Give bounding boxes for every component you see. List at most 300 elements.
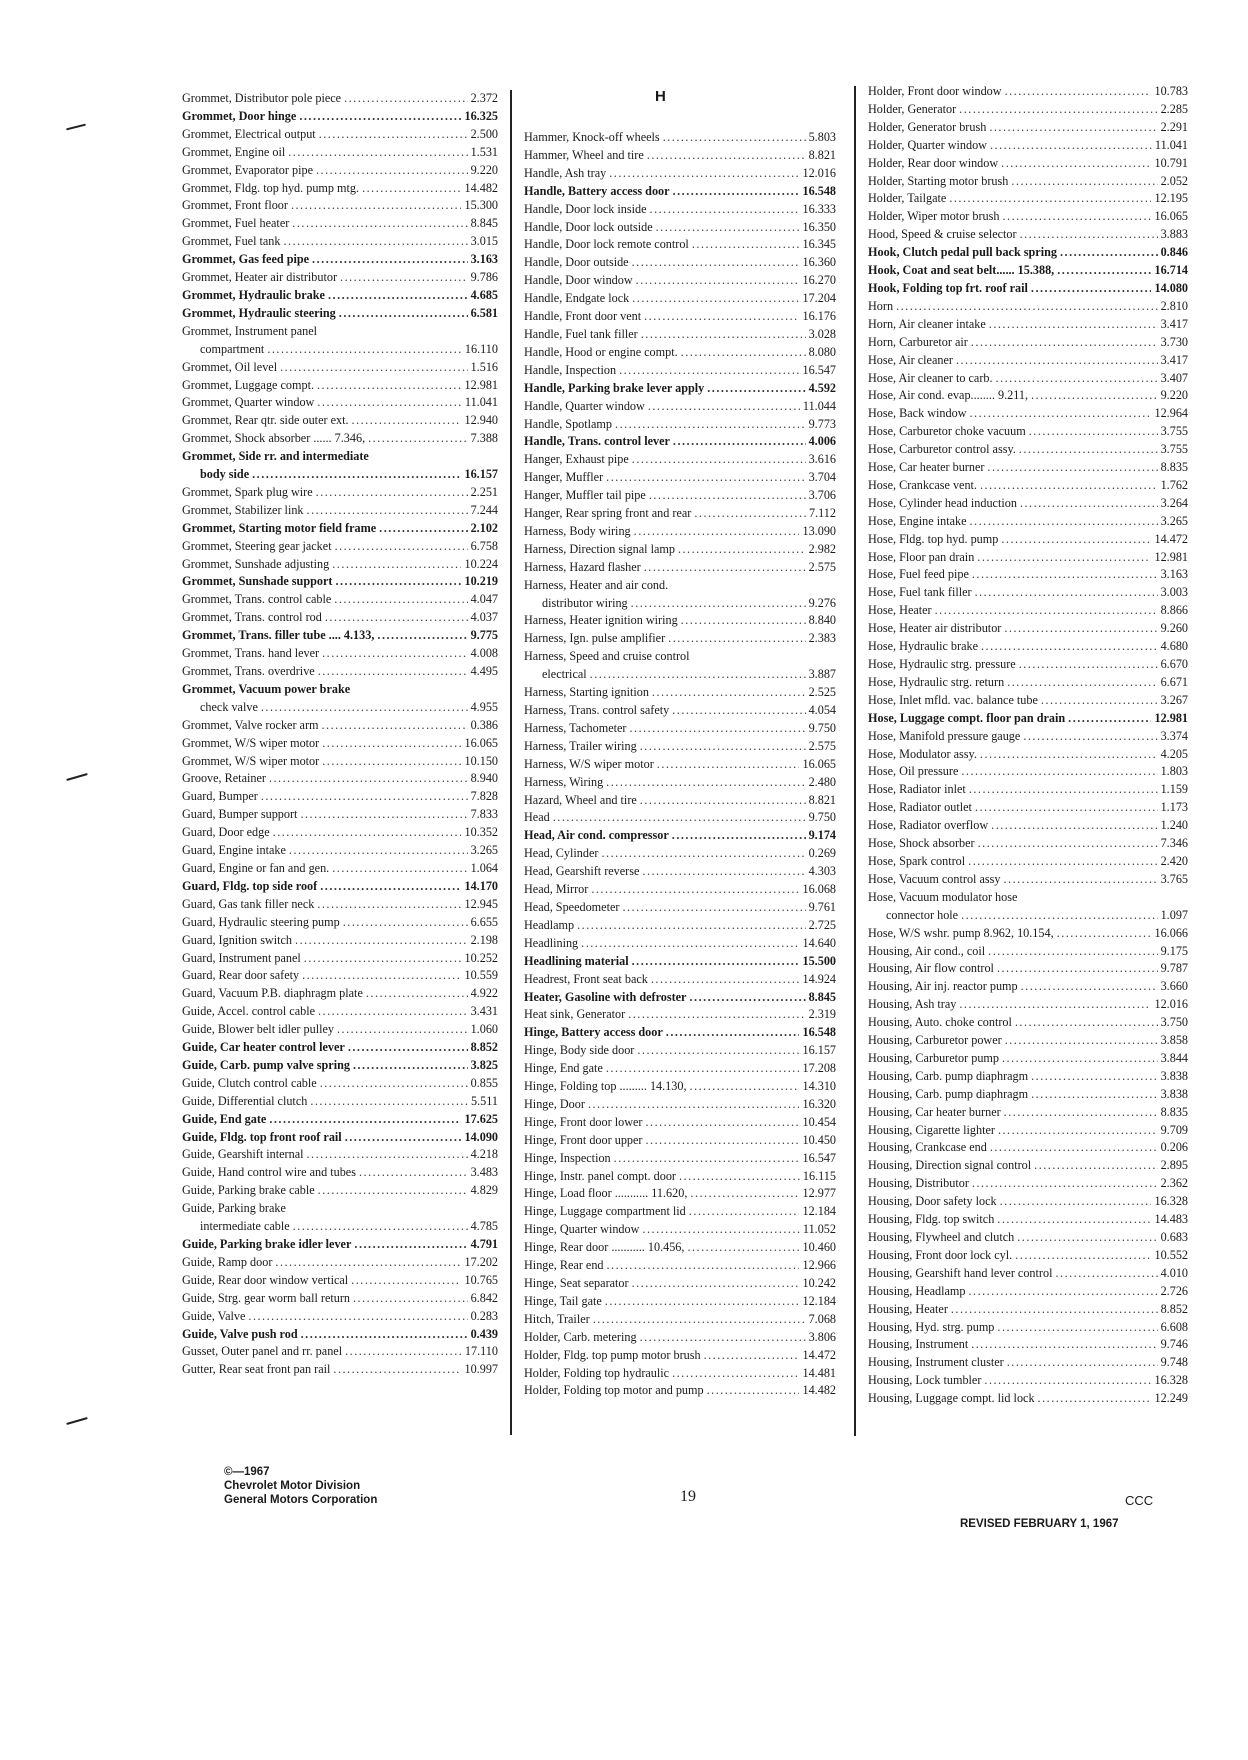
index-entry (868, 1086, 1188, 1104)
leader-dots (622, 899, 805, 917)
index-entry (524, 326, 836, 344)
entry-term: Housing, Car heater burner (868, 1104, 1001, 1119)
entry-page-ref: 3.015 (470, 234, 498, 249)
leader-dots (339, 305, 468, 323)
index-entry (182, 269, 498, 287)
entry-term: Head, Mirror (524, 882, 589, 897)
entry-page-ref: 9.220 (1160, 388, 1188, 403)
leader-dots (377, 627, 467, 645)
entry-term: Grommet, Stabilizer link (182, 502, 304, 517)
index-entry (868, 405, 1188, 423)
leader-dots (991, 817, 1157, 835)
index-entry (182, 1326, 498, 1344)
index-entry (524, 845, 836, 863)
index-entry (182, 305, 498, 323)
index-entry (868, 1122, 1188, 1140)
entry-term: Housing, Cigarette lighter (868, 1122, 995, 1137)
index-entry (524, 236, 836, 254)
index-entry (868, 692, 1188, 710)
entry-page-ref: 1.803 (1160, 764, 1188, 779)
entry-term: Headlining (524, 935, 579, 950)
index-entry (868, 298, 1188, 316)
entry-page-ref: 10.219 (464, 574, 498, 589)
entry-term: Hose, Radiator outlet (868, 800, 972, 815)
entry-page-ref: 16.270 (802, 273, 836, 288)
entry-term: Hook, Coat and seat belt...... 15.388, (868, 263, 1055, 278)
index-entry (868, 799, 1188, 817)
entry-term: Harness, Wiring (524, 774, 604, 789)
leader-dots (989, 316, 1158, 334)
entry-page-ref: 6.655 (470, 914, 498, 929)
entry-term: Holder, Folding top motor and pump (524, 1383, 704, 1398)
index-entry (182, 932, 498, 950)
index-entry (868, 835, 1188, 853)
entry-page-ref: 16.547 (802, 362, 836, 377)
entry-page-ref: 10.252 (464, 950, 498, 965)
index-column-1 (182, 90, 498, 1379)
index-entry (868, 101, 1188, 119)
index-entry (182, 1093, 498, 1111)
entry-term: Hose, Fuel feed pipe (868, 567, 969, 582)
index-entry (182, 1308, 498, 1326)
index-entry (182, 197, 498, 215)
entry-term: Heater, Gasoline with defroster (524, 989, 687, 1004)
entry-term: Guide, Strg. gear worm ball return (182, 1290, 350, 1305)
index-entry (182, 1075, 498, 1093)
entry-page-ref: 4.303 (808, 864, 836, 879)
entry-page-ref: 3.267 (1160, 692, 1188, 707)
leader-dots (672, 702, 805, 720)
leader-dots (310, 1093, 468, 1111)
leader-dots (591, 881, 799, 899)
leader-dots (969, 781, 1158, 799)
index-entry (182, 788, 498, 806)
leader-dots (956, 352, 1158, 370)
entry-term: Head, Cylinder (524, 846, 599, 861)
entry-term: Hose, Floor pan drain (868, 549, 975, 564)
entry-term: Grommet, Trans. overdrive (182, 664, 315, 678)
leader-dots (289, 842, 468, 860)
index-entry (868, 853, 1188, 871)
entry-page-ref: 3.028 (808, 326, 836, 341)
index-entry (868, 710, 1188, 728)
entry-page-ref: 3.765 (1160, 871, 1188, 886)
entry-term: Groove, Retainer (182, 771, 266, 786)
index-entry (868, 83, 1188, 101)
entry-page-ref: 9.786 (470, 270, 498, 285)
entry-page-ref: 3.407 (1160, 370, 1188, 385)
entry-term: Housing, Carb. pump diaphragm (868, 1068, 1029, 1083)
entry-term: Grommet, Hydraulic steering (182, 305, 336, 320)
leader-dots (975, 799, 1158, 817)
entry-term: Hanger, Muffler tail pipe (524, 488, 646, 503)
entry-term: Holder, Starting motor brush (868, 173, 1009, 188)
leader-dots (984, 1372, 1151, 1390)
entry-page-ref: 4.218 (470, 1147, 498, 1162)
entry-page-ref: 16.360 (802, 255, 836, 270)
leader-dots (692, 236, 800, 254)
entry-page-ref: 16.157 (802, 1043, 836, 1058)
index-entry (524, 1024, 836, 1042)
leader-dots (1023, 728, 1157, 746)
entry-page-ref: 9.761 (808, 899, 836, 914)
entry-term: Hitch, Trailer (524, 1311, 590, 1326)
entry-term: Hose, Heater air distributor (868, 621, 1002, 636)
leader-dots (615, 416, 806, 434)
entry-term: Hose, Car heater burner (868, 460, 985, 475)
index-entry (524, 720, 836, 738)
leader-dots (318, 1182, 468, 1200)
index-entry (524, 559, 836, 577)
leader-dots (354, 1236, 467, 1254)
entry-page-ref: 5.803 (808, 130, 836, 144)
entry-term: Hose, Radiator overflow (868, 818, 989, 833)
entry-page-ref: 4.785 (470, 1219, 498, 1234)
leader-dots (1060, 244, 1158, 262)
entry-page-ref: 4.037 (470, 610, 498, 625)
leader-dots (632, 451, 806, 469)
entry-term: Grommet, Distributor pole piece (182, 91, 342, 105)
index-entry (524, 756, 836, 774)
entry-term: Housing, Headlamp (868, 1283, 966, 1298)
leader-dots (689, 1203, 800, 1221)
entry-term: Harness, Trans. control safety (524, 703, 670, 717)
entry-page-ref: 16.115 (802, 1168, 836, 1183)
index-entry (868, 1372, 1188, 1390)
entry-page-ref: 3.417 (1160, 352, 1188, 367)
leader-dots (293, 1218, 468, 1236)
entry-term: Guard, Instrument panel (182, 950, 301, 965)
entry-term: Head, Gearshift reverse (524, 864, 640, 879)
index-entry (182, 609, 498, 627)
leader-dots (269, 1111, 461, 1129)
entry-term: Holder, Generator (868, 101, 957, 116)
index-column-3 (868, 83, 1188, 1408)
index-entry (524, 433, 836, 451)
leader-dots (299, 108, 461, 126)
leader-dots (1031, 387, 1158, 405)
entry-page-ref: 0.386 (470, 717, 498, 732)
leader-dots (959, 996, 1151, 1014)
entry-term: Grommet, Vacuum power brake (182, 681, 351, 696)
entry-term: Grommet, Front floor (182, 198, 288, 213)
entry-page-ref: 13.090 (802, 523, 836, 538)
leader-dots (252, 466, 461, 484)
entry-term: Harness, Starting ignition (524, 685, 649, 700)
leader-dots (366, 985, 468, 1003)
leader-dots (593, 1311, 806, 1329)
index-entry (868, 155, 1188, 173)
leader-dots (673, 183, 800, 201)
index-entry (524, 881, 836, 899)
entry-term: Hose, Back window (868, 406, 967, 421)
leader-dots (645, 1132, 799, 1150)
leader-dots (1031, 1068, 1157, 1086)
index-entry (182, 681, 498, 699)
entry-term: Handle, Door lock outside (524, 219, 653, 234)
leader-dots (318, 663, 468, 681)
leader-dots (971, 1336, 1157, 1354)
entry-page-ref: 14.090 (464, 1129, 498, 1144)
entry-page-ref: 12.195 (1154, 191, 1188, 206)
entry-page-ref: 10.460 (802, 1240, 836, 1255)
entry-term: Hose, Modulator assy. (868, 746, 977, 761)
entry-page-ref: 11.041 (464, 395, 498, 410)
leader-dots (632, 1275, 800, 1293)
leader-dots (334, 591, 467, 609)
index-entry (182, 573, 498, 591)
entry-page-ref: 11.044 (802, 398, 836, 413)
entry-term: Guide, Ramp door (182, 1254, 273, 1269)
entry-term: Grommet, Side rr. and intermediate (182, 449, 369, 464)
leader-dots (673, 433, 806, 451)
entry-page-ref: 16.548 (802, 1025, 836, 1040)
entry-page-ref: 4.922 (470, 986, 498, 1001)
entry-term: Hose, Air cleaner to carb. (868, 370, 993, 385)
index-entry (524, 1275, 836, 1293)
entry-page-ref: 10.765 (464, 1272, 498, 1287)
index-entry (868, 137, 1188, 155)
index-entry (182, 1021, 498, 1039)
entry-term: Housing, Carburetor power (868, 1033, 1002, 1048)
index-entry (868, 423, 1188, 441)
entry-term: Handle, Quarter window (524, 398, 645, 413)
leader-dots (632, 254, 800, 272)
index-entry (182, 466, 498, 484)
index-entry (524, 147, 836, 165)
entry-page-ref: 3.755 (1160, 424, 1188, 439)
index-entry (182, 144, 498, 162)
index-entry (868, 280, 1188, 298)
entry-term: Heat sink, Generator (524, 1007, 626, 1022)
leader-dots (678, 541, 806, 559)
index-entry (868, 871, 1188, 889)
binder-mark (66, 1417, 88, 1425)
entry-page-ref: 10.559 (464, 968, 498, 983)
index-entry (182, 556, 498, 574)
entry-page-ref: 2.372 (470, 91, 498, 105)
entry-page-ref: 9.746 (1160, 1337, 1188, 1352)
column-divider (510, 90, 512, 1435)
leader-dots (996, 370, 1158, 388)
index-entry (524, 487, 836, 505)
section-letter: H (655, 88, 666, 105)
entry-term: Handle, Parking brake lever apply (524, 380, 705, 395)
leader-dots (1020, 226, 1158, 244)
entry-page-ref: 1.060 (470, 1022, 498, 1037)
entry-page-ref: 9.750 (808, 720, 836, 735)
index-entry (524, 272, 836, 290)
leader-dots (340, 269, 468, 287)
entry-page-ref: 4.592 (808, 380, 836, 395)
entry-page-ref: 1.240 (1160, 818, 1188, 833)
index-entry (182, 233, 498, 251)
entry-term: Guide, Parking brake (182, 1201, 286, 1216)
index-entry (182, 1218, 498, 1236)
index-entry (182, 430, 498, 448)
leader-dots (1011, 173, 1157, 191)
index-entry (868, 889, 1188, 907)
leader-dots (642, 1221, 800, 1239)
entry-page-ref: 3.858 (1160, 1033, 1188, 1048)
leader-dots (628, 1006, 805, 1024)
entry-page-ref: 3.163 (470, 252, 498, 267)
leader-dots (335, 538, 468, 556)
leader-dots (333, 1361, 461, 1379)
index-entry (524, 899, 836, 917)
leader-dots (997, 1319, 1157, 1337)
leader-dots (606, 774, 805, 792)
entry-page-ref: 9.276 (808, 595, 836, 610)
leader-dots (672, 827, 806, 845)
leader-dots (1002, 1050, 1158, 1068)
leader-dots (606, 1060, 800, 1078)
entry-term: Hinge, Instr. panel compt. door (524, 1168, 676, 1183)
leader-dots (645, 1114, 799, 1132)
entry-term: Hose, Fuel tank filler (868, 585, 972, 600)
entry-page-ref: 16.345 (802, 237, 836, 252)
entry-page-ref: 14.483 (1154, 1212, 1188, 1227)
leader-dots (631, 595, 806, 613)
index-entry (524, 1168, 836, 1186)
index-entry (524, 1365, 836, 1383)
index-entry (524, 308, 836, 326)
entry-page-ref: 3.883 (1160, 227, 1188, 242)
entry-term: distributor wiring (542, 595, 628, 610)
leader-dots (935, 602, 1158, 620)
entry-page-ref: 12.184 (802, 1293, 836, 1308)
index-entry (524, 1257, 836, 1275)
entry-term: Gusset, Outer panel and rr. panel (182, 1344, 343, 1359)
index-entry (182, 1039, 498, 1057)
entry-term: Hazard, Wheel and tire (524, 792, 637, 807)
index-entry (182, 896, 498, 914)
entry-term: Grommet, Fuel tank (182, 234, 281, 249)
entry-term: Hose, Engine intake (868, 513, 967, 528)
entry-page-ref: 16.065 (464, 735, 498, 750)
index-entry (868, 208, 1188, 226)
leader-dots (689, 989, 805, 1007)
entry-page-ref: 2.480 (808, 774, 836, 789)
entry-page-ref: 2.198 (470, 932, 498, 947)
entry-page-ref: 14.924 (802, 971, 836, 986)
entry-page-ref: 14.640 (802, 935, 836, 950)
entry-term: Grommet, Fldg. top hyd. pump mtg. (182, 180, 360, 195)
entry-term: Hanger, Muffler (524, 470, 604, 485)
entry-term: Housing, Instrument cluster (868, 1355, 1004, 1370)
entry-page-ref: 1.159 (1160, 782, 1188, 797)
entry-page-ref: 12.016 (802, 165, 836, 180)
entry-term: Grommet, Trans. filler tube .... 4.133, (182, 628, 375, 643)
leader-dots (301, 1326, 468, 1344)
leader-dots (312, 251, 468, 269)
index-entry (868, 1336, 1188, 1354)
index-entry (182, 860, 498, 878)
entry-term: Hinge, Rear end (524, 1258, 604, 1273)
index-entry (524, 935, 836, 953)
index-entry (182, 645, 498, 663)
entry-term: Guard, Vacuum P.B. diaphragm plate (182, 986, 363, 1001)
entry-term: Harness, Body wiring (524, 523, 631, 538)
entry-page-ref: 8.835 (1160, 460, 1188, 475)
entry-page-ref: 2.383 (808, 631, 836, 646)
index-entry (868, 477, 1188, 495)
entry-term: Guard, Hydraulic steering pump (182, 914, 340, 929)
leader-dots (317, 394, 462, 412)
entry-term: Housing, Flywheel and clutch (868, 1230, 1015, 1244)
index-entry (524, 1311, 836, 1329)
leader-dots (640, 1329, 806, 1347)
index-entry (182, 180, 498, 198)
index-entry (524, 1347, 836, 1365)
index-entry (524, 183, 836, 201)
revision-date: REVISED FEBRUARY 1, 1967 (960, 1518, 1119, 1530)
entry-page-ref: 0.855 (470, 1075, 498, 1090)
leader-dots (322, 735, 461, 753)
leader-dots (959, 101, 1157, 119)
leader-dots (989, 119, 1157, 137)
entry-page-ref: 9.748 (1160, 1355, 1188, 1370)
index-entry (524, 165, 836, 183)
entry-term: Hose, Crankcase vent. (868, 477, 977, 492)
leader-dots (335, 573, 461, 591)
index-entry (524, 1096, 836, 1114)
entry-term: Grommet, Valve rocker arm (182, 717, 319, 732)
entry-term: Hose, Hydraulic brake (868, 639, 978, 654)
entry-page-ref: 0.283 (470, 1308, 498, 1323)
index-entry (524, 362, 836, 380)
entry-page-ref: 8.852 (1160, 1301, 1188, 1316)
entry-page-ref: 2.575 (808, 738, 836, 753)
entry-term: Grommet, Heater air distributor (182, 270, 338, 285)
entry-page-ref: 2.726 (1160, 1283, 1188, 1298)
entry-page-ref: 9.220 (470, 162, 498, 177)
entry-page-ref: 10.224 (464, 556, 498, 571)
leader-dots (949, 190, 1151, 208)
index-entry (182, 1343, 498, 1361)
entry-page-ref: 12.981 (1154, 710, 1188, 725)
entry-term: Grommet, Starting motor field frame (182, 520, 377, 535)
index-entry (868, 370, 1188, 388)
entry-page-ref: 3.264 (1160, 495, 1188, 510)
index-entry (868, 262, 1188, 280)
index-entry (868, 1301, 1188, 1319)
entry-page-ref: 17.204 (802, 291, 836, 306)
leader-dots (968, 1283, 1157, 1301)
entry-page-ref: 2.420 (1160, 853, 1188, 868)
entry-page-ref: 2.362 (1160, 1176, 1188, 1191)
index-entry (524, 416, 836, 434)
leader-dots (345, 1343, 462, 1361)
index-entry (524, 380, 836, 398)
entry-page-ref: 10.242 (802, 1276, 836, 1290)
leader-dots (304, 950, 462, 968)
index-entry (868, 1104, 1188, 1122)
index-entry (524, 1203, 836, 1221)
entry-page-ref: 12.981 (1154, 549, 1188, 564)
entry-page-ref: 2.052 (1160, 173, 1188, 188)
index-entry (524, 290, 836, 308)
index-entry (868, 459, 1188, 477)
entry-page-ref: 3.417 (1160, 316, 1188, 331)
entry-page-ref: 3.838 (1160, 1086, 1188, 1101)
leader-dots (553, 809, 806, 827)
leader-dots (300, 806, 467, 824)
index-entry (868, 244, 1188, 262)
leader-dots (970, 405, 1152, 423)
entry-page-ref: 8.940 (470, 771, 498, 786)
entry-page-ref: 3.265 (1160, 513, 1188, 528)
